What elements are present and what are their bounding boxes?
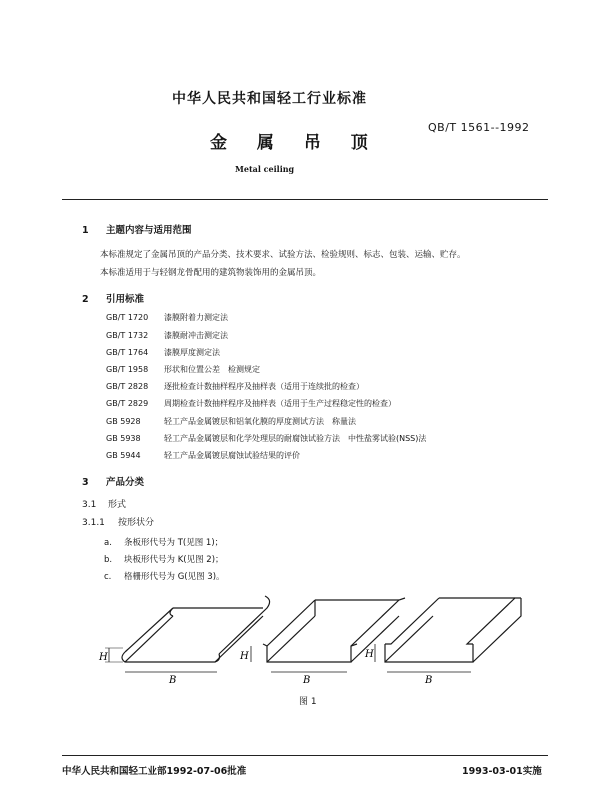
list-item-text: 条板形代号为 T(见图 1)； [124, 538, 224, 548]
reference-item [106, 364, 260, 375]
reference-name: 漆膜耐冲击测定法 [164, 331, 228, 340]
label-b-3: B [425, 675, 433, 686]
label-h-2: H [240, 651, 249, 662]
issuing-organization: 中华人民共和国轻工行业标准 [172, 91, 367, 107]
list-item-text: 格栅形代号为 G(见图 3)。 [124, 572, 225, 582]
reference-code: GB/T 2828 [106, 382, 149, 391]
list-item-text: 块板形代号为 K(见图 2)； [124, 555, 224, 565]
reference-name: 周期检查计数抽样程序及抽样表（适用于生产过程稳定性的检查） [164, 399, 396, 408]
approval-statement: 中华人民共和国轻工业部1992-07-06批准 [62, 766, 247, 777]
subsection-3-1-1-heading [82, 515, 154, 528]
list-item-marker: b. [104, 555, 113, 565]
reference-item [106, 330, 228, 341]
label-h-3: H [365, 649, 374, 660]
reference-code: GB/T 1732 [106, 331, 149, 340]
reference-code: GB/T 2829 [106, 399, 149, 408]
subsection-3-1-1-number: 3.1.1 [82, 518, 105, 528]
label-b-2: B [303, 675, 311, 686]
document-title: 金 属 吊 顶 [210, 133, 380, 153]
subsection-3-1-title: 形式 [108, 500, 127, 510]
reference-code: GB/T 1764 [106, 348, 149, 357]
list-item [104, 553, 224, 565]
reference-item [106, 381, 364, 392]
section-2-number: 2 [82, 294, 89, 305]
section-2-heading [82, 291, 144, 305]
reference-item [106, 398, 396, 409]
reference-code: GB 5938 [106, 434, 141, 443]
section-3-heading [82, 474, 144, 488]
english-title: Metal ceiling [235, 164, 295, 174]
section-1-paragraph-2: 本标准适用于与轻钢龙骨配用的建筑物装饰用的金属吊顶。 [100, 268, 322, 278]
reference-code: GB 5928 [106, 417, 141, 426]
reference-name: 轻工产品金属镀层和化学处理层的耐腐蚀试验方法 中性盐雾试验(NSS)法 [164, 434, 427, 443]
section-2-title: 引用标准 [106, 294, 145, 305]
reference-code: GB/T 1720 [106, 313, 149, 322]
section-1-heading [82, 222, 192, 236]
subsection-3-1-number: 3.1 [82, 500, 97, 510]
section-1-title: 主题内容与适用范围 [106, 225, 192, 236]
section-1-number: 1 [82, 225, 89, 236]
standard-code: QB/T 1561--1992 [428, 121, 530, 134]
footer-divider [62, 755, 548, 756]
label-b-1: B [169, 675, 177, 686]
reference-name: 轻工产品金属镀层腐蚀试验结果的评价 [164, 451, 300, 460]
header-divider [62, 199, 548, 200]
reference-code: GB/T 1958 [106, 365, 149, 374]
figure-1-drawings [95, 580, 535, 710]
reference-code: GB 5944 [106, 451, 141, 460]
reference-name: 形状和位置公差 检测规定 [164, 365, 260, 374]
profile-grid-drawing [385, 598, 521, 662]
reference-item [106, 450, 300, 461]
figure-caption: 图 1 [299, 697, 317, 707]
reference-item [106, 433, 426, 444]
reference-name: 逐批检查计数抽样程序及抽样表（适用于连续批的检查） [164, 382, 364, 391]
reference-item [106, 347, 220, 358]
reference-name: 轻工产品金属镀层和铝氧化膜的厚度测试方法 称量法 [164, 417, 356, 426]
subsection-3-1-heading [82, 497, 126, 510]
reference-name: 漆膜附着力测定法 [164, 313, 228, 322]
section-3-title: 产品分类 [106, 477, 145, 488]
profile-panel-drawing [263, 598, 405, 662]
subsection-3-1-1-title: 按形状分 [118, 518, 155, 528]
list-item-marker: c. [104, 572, 112, 582]
reference-item [106, 312, 228, 323]
section-3-number: 3 [82, 477, 89, 488]
list-item-marker: a. [104, 538, 112, 548]
section-1-paragraph-1: 本标准规定了金属吊顶的产品分类、技术要求、试验方法、检验规则、标志、包装、运输、贮存。 [100, 250, 466, 260]
label-h-1: H [99, 652, 108, 663]
list-item [104, 536, 223, 548]
reference-item [106, 416, 356, 427]
implementation-date: 1993-03-01实施 [462, 766, 542, 777]
reference-name: 漆膜厚度测定法 [164, 348, 220, 357]
